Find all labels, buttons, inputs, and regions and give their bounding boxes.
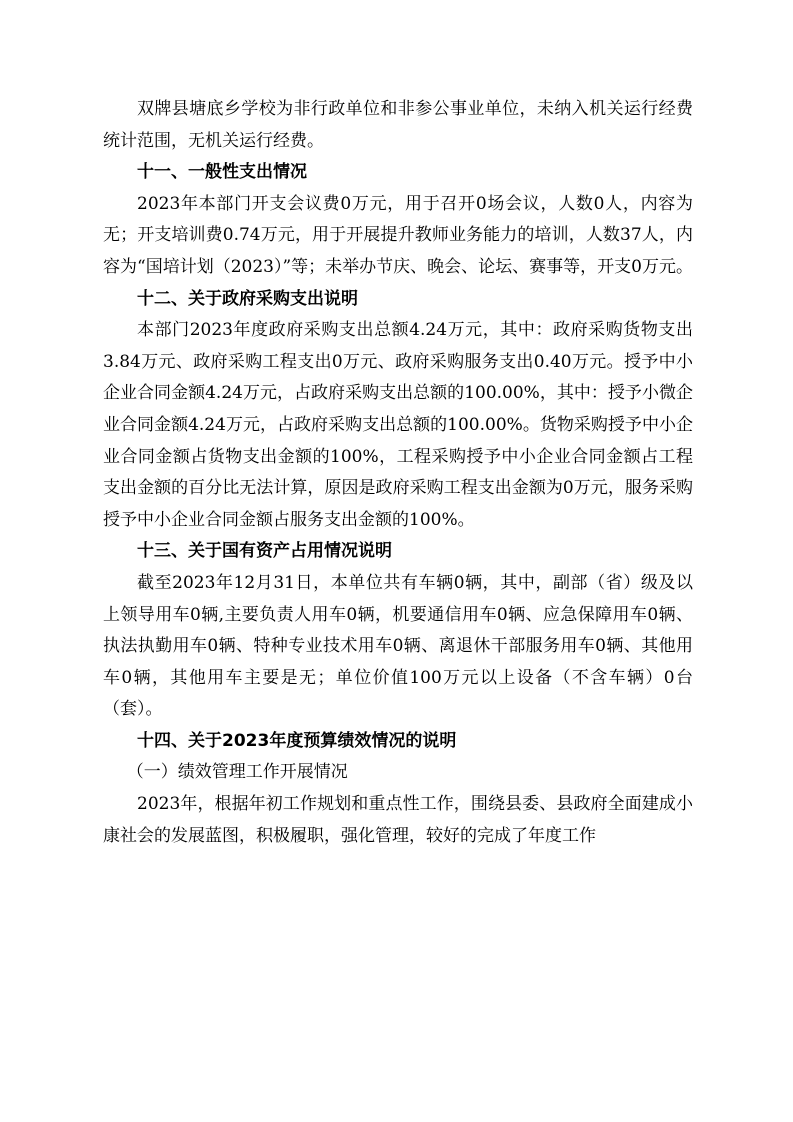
section-heading-general-expenditure: 十一、一般性支出情况	[137, 162, 307, 183]
paragraph-government-procurement: 本部门2023年度政府采购支出总额4.24万元，其中：政府采购货物支出3.84万元、政府采购工程支出0万元、政府采购服务支出0.40万元。授予中小企业合同金额4.24万元，占政府采购支出总额的100.00%，其中：授予小微企业合同金额4.24万元，占政府采购支出总额的100.00%。货物采购授予中小企业合同金额占货物支出金额的100%，工程采购授予中小企业合同金额占工程支出金额的百分比无法计算，原因是政府采购工程支出金额为0万元，服务采购授予中小企业合同金额占服务支出金额的100%。	[103, 320, 693, 530]
paragraph-state-assets: 截至2023年12月31日，本单位共有车辆0辆，其中，副部（省）级及以上领导用车0辆,主要负责人用车0辆，机要通信用车0辆、应急保障用车0辆、执法执勤用车0辆、特种专业技术用车0辆、离退休干部服务用车0辆、其他用车0辆，其他用车主要是无；单位价值100万元以上设备（不含车辆）0台（套）。	[103, 572, 693, 720]
paragraph-general-expenditure: 2023年本部门开支会议费0万元，用于召开0场会议，人数0人，内容为无；开支培训费0.74万元，用于开展提升教师业务能力的培训，人数37人，内容为“国培计划（2023）”等；未举办节庆、晚会、论坛、赛事等，开支0万元。	[103, 193, 693, 277]
section-heading-budget-performance: 十四、关于2023年度预算绩效情况的说明	[137, 730, 457, 751]
section-heading-state-assets: 十三、关于国有资产占用情况说明	[137, 541, 392, 562]
paragraph-operating-expenses: 双牌县塘底乡学校为非行政单位和非参公事业单位，未纳入机关运行经费统计范围，无机关运行经费。	[103, 99, 693, 151]
document-body	[103, 94, 693, 852]
paragraph-performance-management: 2023年，根据年初工作规划和重点性工作，围绕县委、县政府全面建成小康社会的发展蓝图，积极履职，强化管理，较好的完成了年度工作	[103, 794, 693, 846]
section-heading-government-procurement: 十二、关于政府采购支出说明	[137, 288, 358, 309]
subsection-heading-performance-management: （一）绩效管理工作开展情况	[126, 762, 348, 783]
